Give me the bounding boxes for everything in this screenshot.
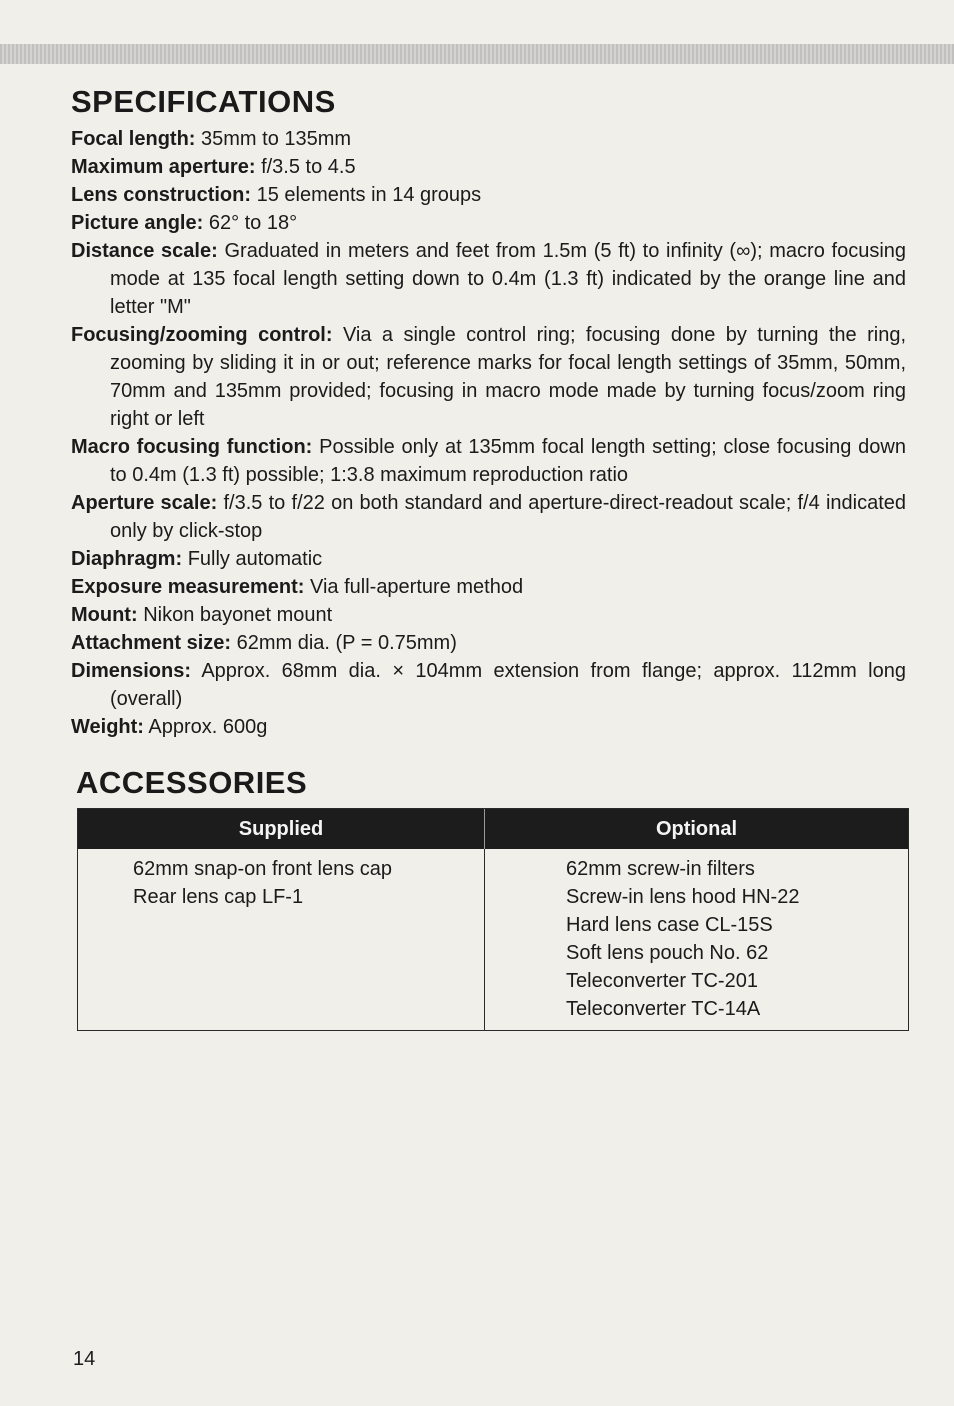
spec-label: Lens construction:: [71, 184, 252, 206]
spec-macro-focusing-function: [71, 433, 906, 489]
optional-list: [566, 855, 908, 1023]
spec-label: Attachment size:: [71, 632, 232, 654]
list-item: Rear lens cap LF-1: [133, 886, 304, 908]
spec-value: f/3.5 to 4.5: [261, 156, 356, 178]
specifications-list: [71, 125, 906, 741]
spec-label: Mount:: [71, 604, 138, 626]
spec-label: Maximum aperture:: [71, 156, 256, 178]
spec-label: Diaphragm:: [71, 548, 183, 570]
spec-exposure-measurement: [71, 573, 906, 601]
spec-value: 15 elements in 14 groups: [256, 184, 482, 206]
list-item: Soft lens pouch No. 62: [566, 942, 769, 964]
spec-value: Possible only at 135mm focal length setting; close focusing down to 0.4m (1.3 ft) possible; 1:3.8 maximum reproduction ratio: [110, 436, 906, 486]
spec-diaphragm: [71, 545, 906, 573]
spec-mount: [71, 601, 906, 629]
spec-label: Exposure measurement:: [71, 576, 305, 598]
spec-value: Approx. 68mm dia. × 104mm extension from flange; approx. 112mm long (overall): [110, 660, 906, 710]
page-top-band: [0, 44, 954, 64]
spec-value: Nikon bayonet mount: [143, 604, 333, 626]
spec-aperture-scale: [71, 489, 906, 545]
spec-value: 62mm dia. (P = 0.75mm): [236, 632, 457, 654]
accessories-table-body: [78, 849, 908, 1030]
spec-picture-angle: [71, 209, 906, 237]
specifications-heading: SPECIFICATIONS: [71, 84, 336, 119]
spec-label: Aperture scale:: [71, 492, 218, 514]
spec-value: Graduated in meters and feet from 1.5m (5 ft) to infinity (∞); macro focusing mode at 135 focal length setting down to 0.4m (1.3 ft) indicated by the orange line and letter "M": [110, 240, 907, 318]
spec-label: Macro focusing function:: [71, 436, 313, 458]
spec-weight: [71, 713, 906, 741]
accessories-table-header: [78, 809, 908, 849]
list-item: Teleconverter TC-14A: [566, 998, 761, 1020]
supplied-column: [78, 849, 485, 1030]
list-item: Screw-in lens hood HN-22: [566, 886, 800, 908]
spec-value: Fully automatic: [187, 548, 323, 570]
spec-label: Dimensions:: [71, 660, 192, 682]
spec-value: f/3.5 to f/22 on both standard and aperture-direct-readout scale; f/4 indicated only by click-stop: [110, 492, 906, 542]
optional-column-header: Optional: [655, 817, 738, 840]
spec-value: Approx. 600g: [148, 716, 268, 738]
spec-distance-scale: [71, 237, 906, 321]
spec-label: Focusing/zooming control:: [71, 324, 333, 346]
page-number: 14: [73, 1348, 96, 1370]
list-item: 62mm screw-in filters: [566, 858, 755, 880]
spec-value: Via full-aperture method: [309, 576, 524, 598]
spec-value: 62° to 18°: [208, 212, 298, 234]
spec-label: Distance scale:: [71, 240, 218, 262]
list-item: Hard lens case CL-15S: [566, 914, 773, 936]
list-item: Teleconverter TC-201: [566, 970, 758, 992]
spec-maximum-aperture: [71, 153, 906, 181]
optional-column: [485, 849, 908, 1030]
accessories-heading: ACCESSORIES: [76, 765, 308, 800]
spec-value: 35mm to 135mm: [201, 128, 352, 150]
spec-label: Focal length:: [71, 128, 196, 150]
spec-lens-construction: [71, 181, 906, 209]
supplied-list: [133, 855, 484, 911]
spec-dimensions: [71, 657, 906, 713]
spec-label: Weight:: [71, 716, 144, 738]
accessories-table: [77, 808, 909, 1031]
list-item: 62mm snap-on front lens cap: [133, 858, 393, 880]
spec-attachment-size: [71, 629, 906, 657]
spec-value: Via a single control ring; focusing done by turning the ring, zooming by sliding it in or out; reference marks for focal length settings of 35mm, 50mm, 70mm and 135mm provided; focusing in macro mode made by turning focus/zoom ring right or left: [110, 324, 907, 430]
spec-focal-length: [71, 125, 906, 153]
spec-focusing-zooming-control: [71, 321, 906, 433]
spec-label: Picture angle:: [71, 212, 204, 234]
supplied-column-header: Supplied: [78, 809, 485, 849]
